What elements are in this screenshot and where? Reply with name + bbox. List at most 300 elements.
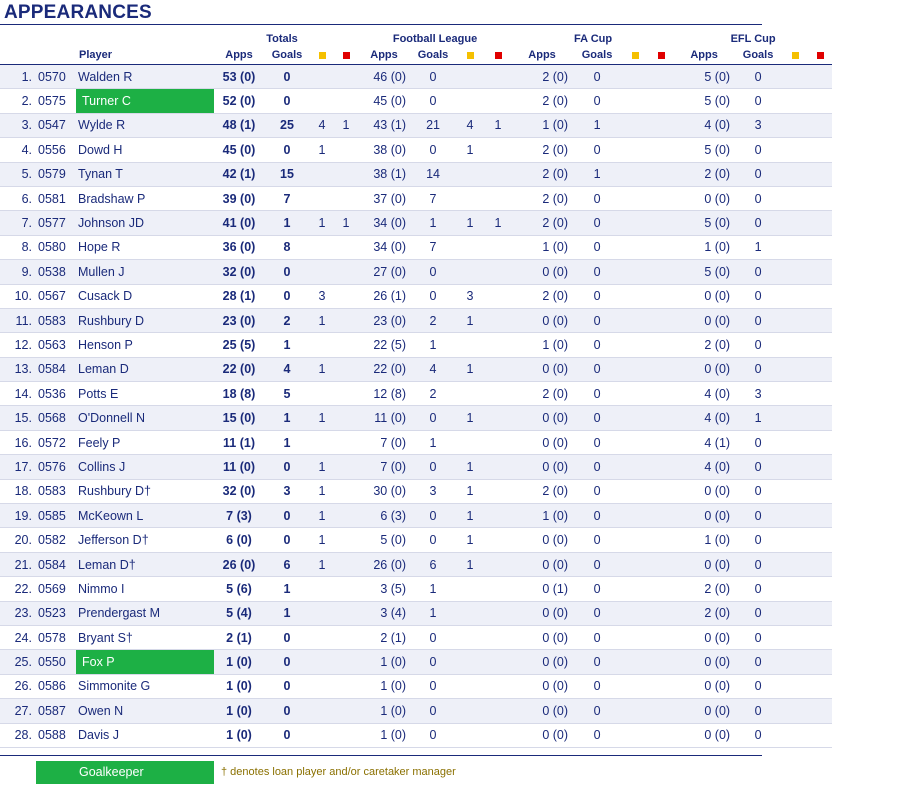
table-row: [0, 260, 832, 284]
facup-apps: 0 (0): [542, 313, 569, 328]
player-code: 0578: [38, 630, 66, 645]
eflcup-red-cards: [808, 455, 832, 479]
facup-goals: 0: [593, 728, 601, 743]
league-yellow-cards: 1: [466, 484, 474, 499]
eflcup-apps: 2 (0): [704, 167, 731, 182]
eflcup-yellow-cards: [782, 430, 808, 454]
eflcup-goals: 0: [754, 508, 762, 523]
row-number: 15.: [14, 411, 32, 426]
eflcup-apps: 4 (0): [704, 386, 731, 401]
eflcup-red-cards: [808, 577, 832, 601]
facup-goals: 0: [593, 679, 601, 694]
eflcup-goals: 0: [754, 337, 762, 352]
eflcup-goals: 0: [754, 69, 762, 84]
facup-red-cards: [648, 89, 674, 113]
totals-goals: 0: [283, 264, 291, 279]
league-yellow-cards: 1: [466, 459, 474, 474]
totals-red-cards: [334, 382, 358, 406]
facup-yellow-cards: [622, 552, 648, 576]
eflcup-goals: 1: [754, 240, 762, 255]
eflcup-apps: 5 (0): [704, 69, 731, 84]
totals-goals: 0: [283, 459, 291, 474]
league-apps: 3 (5): [380, 581, 407, 596]
league-apps: 1 (0): [380, 655, 407, 670]
totals-yellow-cards: [310, 650, 334, 674]
player-name: Leman D: [78, 362, 129, 377]
eflcup-apps: 1 (0): [704, 533, 731, 548]
facup-goals: 1: [593, 118, 601, 133]
totals-goals: 0: [283, 630, 291, 645]
totals-red-cards: [334, 235, 358, 259]
totals-red-cards: 1: [342, 216, 350, 231]
totals-red-cards: [334, 528, 358, 552]
red-card-icon: [808, 47, 832, 65]
eflcup-red-cards: [808, 357, 832, 381]
totals-yellow-cards: [310, 333, 334, 357]
facup-yellow-cards: [622, 260, 648, 284]
facup-goals: 0: [593, 459, 601, 474]
totals-yellow-cards: 1: [318, 459, 326, 474]
facup-red-cards: [648, 406, 674, 430]
eflcup-red-cards: [808, 333, 832, 357]
facup-goals: 0: [593, 606, 601, 621]
facup-red-cards: [648, 65, 674, 89]
totals-yellow-cards: [310, 382, 334, 406]
league-yellow-cards: 1: [466, 508, 474, 523]
league-apps: 34 (0): [373, 216, 407, 231]
eflcup-apps: 0 (0): [704, 655, 731, 670]
facup-apps: 0 (1): [542, 581, 569, 596]
league-apps: 26 (1): [373, 289, 407, 304]
facup-red-cards: [648, 723, 674, 747]
player-name: Bryant S†: [78, 630, 133, 645]
league-red-cards: [484, 65, 512, 89]
eflcup-goals: 0: [754, 313, 762, 328]
eflcup-goals: 0: [754, 630, 762, 645]
league-yellow-cards: [456, 601, 484, 625]
facup-apps: 2 (0): [542, 289, 569, 304]
league-apps: 38 (1): [373, 167, 407, 182]
facup-yellow-cards: [622, 382, 648, 406]
totals-red-cards: [334, 650, 358, 674]
totals-red-cards: [334, 284, 358, 308]
totals-apps: 52 (0): [222, 94, 256, 109]
eflcup-yellow-cards: [782, 382, 808, 406]
facup-goals: 0: [593, 94, 601, 109]
league-apps: 1 (0): [380, 703, 407, 718]
table-row: [0, 65, 832, 89]
facup-apps: 2 (0): [542, 94, 569, 109]
player-name: Tynan T: [78, 167, 123, 182]
league-apps: 3 (4): [380, 606, 407, 621]
row-number: 3.: [21, 118, 32, 133]
totals-yellow-cards: [310, 89, 334, 113]
totals-goals: 15: [280, 167, 294, 182]
league-goals: 1: [429, 216, 437, 231]
eflcup-apps: 0 (0): [704, 191, 731, 206]
facup-yellow-cards: [622, 333, 648, 357]
player-code: 0538: [38, 264, 66, 279]
player-name: Feely P: [78, 435, 121, 450]
player-code: 0585: [38, 508, 66, 523]
league-red-cards: [484, 650, 512, 674]
league-apps: 46 (0): [373, 69, 407, 84]
table-row: [0, 186, 832, 210]
totals-red-cards: [334, 357, 358, 381]
red-card-icon: [334, 47, 358, 65]
totals-yellow-cards: 3: [318, 289, 326, 304]
facup-goals: 0: [593, 411, 601, 426]
row-number: 5.: [21, 167, 32, 182]
league-red-cards: [484, 577, 512, 601]
totals-apps: 1 (0): [226, 655, 252, 670]
eflcup-red-cards: [808, 430, 832, 454]
facup-yellow-cards: [622, 455, 648, 479]
eflcup-red-cards: [808, 235, 832, 259]
eflcup-apps: 4 (1): [704, 435, 731, 450]
facup-apps: 1 (0): [542, 508, 569, 523]
eflcup-red-cards: [808, 650, 832, 674]
league-red-cards: [484, 504, 512, 528]
row-number: 14.: [14, 386, 32, 401]
player-rows: [0, 65, 832, 748]
player-name: Johnson JD: [78, 216, 145, 231]
eflcup-yellow-cards: [782, 308, 808, 332]
facup-yellow-cards: [622, 89, 648, 113]
eflcup-red-cards: [808, 162, 832, 186]
eflcup-apps: 0 (0): [704, 703, 731, 718]
league-goals: 1: [429, 435, 437, 450]
facup-goals: 0: [593, 216, 601, 231]
facup-red-cards: [648, 552, 674, 576]
facup-red-cards: [648, 235, 674, 259]
eflcup-goals: 0: [754, 533, 762, 548]
player-code: 0550: [38, 655, 66, 670]
league-red-cards: [484, 479, 512, 503]
facup-apps: 1 (0): [542, 337, 569, 352]
row-number: 27.: [14, 703, 32, 718]
eflcup-apps: 4 (0): [704, 459, 731, 474]
player-name: Rushbury D†: [78, 484, 151, 499]
facup-goals: 0: [593, 435, 601, 450]
league-goals: 1: [429, 337, 437, 352]
facup-apps: 0 (0): [542, 655, 569, 670]
facup-yellow-cards: [622, 430, 648, 454]
facup-red-cards: [648, 625, 674, 649]
eflcup-yellow-cards: [782, 650, 808, 674]
eflcup-red-cards: [808, 504, 832, 528]
eflcup-apps: 0 (0): [704, 362, 731, 377]
player-name: Walden R: [78, 69, 133, 84]
eflcup-apps: 0 (0): [704, 679, 731, 694]
player-code: 0586: [38, 679, 66, 694]
player-name: Mullen J: [78, 264, 125, 279]
totals-apps: 11 (0): [223, 459, 255, 474]
league-yellow-cards: [456, 235, 484, 259]
league-goals: 7: [429, 240, 437, 255]
player-name: Owen N: [78, 703, 124, 718]
league-apps: 22 (5): [373, 337, 407, 352]
facup-apps: 0 (0): [542, 606, 569, 621]
totals-apps: 15 (0): [222, 411, 256, 426]
facup-red-cards: [648, 162, 674, 186]
totals-yellow-cards: 1: [318, 411, 326, 426]
league-red-cards: [484, 284, 512, 308]
row-number: 8.: [21, 240, 32, 255]
table-row: [0, 235, 832, 259]
league-goals: 2: [429, 313, 437, 328]
player-code: 0556: [38, 142, 66, 157]
facup-yellow-cards: [622, 235, 648, 259]
eflcup-apps: 5 (0): [704, 264, 731, 279]
totals-goals: 0: [283, 679, 291, 694]
league-apps: 43 (1): [373, 118, 407, 133]
totals-red-cards: [334, 65, 358, 89]
eflcup-yellow-cards: [782, 357, 808, 381]
totals-apps: 23 (0): [222, 313, 256, 328]
facup-apps: 2 (0): [542, 69, 569, 84]
player-name: O'Donnell N: [78, 411, 145, 426]
facup-apps: 0 (0): [542, 728, 569, 743]
league-yellow-cards: 1: [466, 216, 474, 231]
league-yellow-cards: [456, 699, 484, 723]
player-code: 0563: [38, 337, 66, 352]
league-red-cards: [484, 406, 512, 430]
league-yellow-cards: 1: [466, 313, 474, 328]
yellow-card-icon: [310, 47, 334, 65]
eflcup-red-cards: [808, 260, 832, 284]
totals-goals: 25: [280, 118, 294, 133]
facup-yellow-cards: [622, 357, 648, 381]
totals-yellow-cards: 1: [318, 557, 326, 572]
facup-apps: 0 (0): [542, 459, 569, 474]
header-league-apps: Apps: [370, 49, 398, 61]
league-apps: 45 (0): [373, 94, 407, 109]
facup-red-cards: [648, 260, 674, 284]
facup-apps: 2 (0): [542, 484, 569, 499]
player-name: Davis J: [78, 728, 119, 743]
league-yellow-cards: 1: [466, 557, 474, 572]
yellow-card-icon: [622, 47, 648, 65]
eflcup-goals: 0: [754, 94, 762, 109]
totals-goals: 0: [283, 533, 291, 548]
eflcup-goals: 0: [754, 655, 762, 670]
table-row: [0, 284, 832, 308]
league-yellow-cards: 4: [466, 118, 474, 133]
table-row: [0, 674, 832, 698]
facup-apps: 1 (0): [542, 240, 569, 255]
league-yellow-cards: [456, 65, 484, 89]
facup-goals: 0: [593, 191, 601, 206]
loan-note: † denotes loan player and/or caretaker manager: [221, 766, 456, 778]
totals-yellow-cards: 1: [318, 508, 326, 523]
league-yellow-cards: 1: [466, 411, 474, 426]
row-number: 26.: [14, 679, 32, 694]
totals-red-cards: [334, 577, 358, 601]
table-row: [0, 552, 832, 576]
totals-apps: 36 (0): [222, 240, 256, 255]
totals-goals: 1: [283, 216, 291, 231]
player-name: Simmonite G: [78, 679, 151, 694]
facup-red-cards: [648, 699, 674, 723]
facup-yellow-cards: [622, 650, 648, 674]
totals-apps: 28 (1): [222, 289, 256, 304]
eflcup-apps: 2 (0): [704, 606, 731, 621]
facup-apps: 2 (0): [542, 216, 569, 231]
player-code: 0536: [38, 386, 66, 401]
totals-goals: 6: [283, 557, 291, 572]
league-goals: 0: [429, 679, 437, 694]
league-apps: 12 (8): [373, 386, 407, 401]
facup-apps: 1 (0): [542, 118, 569, 133]
totals-goals: 5: [283, 386, 291, 401]
eflcup-red-cards: [808, 674, 832, 698]
totals-red-cards: [334, 186, 358, 210]
facup-red-cards: [648, 528, 674, 552]
row-number: 2.: [21, 94, 32, 109]
player-code: 0584: [38, 557, 66, 572]
league-red-cards: [484, 186, 512, 210]
facup-goals: 0: [593, 142, 601, 157]
league-goals: 0: [429, 411, 437, 426]
league-yellow-cards: [456, 162, 484, 186]
eflcup-yellow-cards: [782, 260, 808, 284]
totals-red-cards: [334, 723, 358, 747]
eflcup-red-cards: [808, 65, 832, 89]
player-code: 0547: [38, 118, 66, 133]
league-goals: 0: [429, 703, 437, 718]
league-yellow-cards: 1: [466, 362, 474, 377]
league-goals: 0: [429, 69, 437, 84]
red-card-icon: [648, 47, 674, 65]
eflcup-red-cards: [808, 138, 832, 162]
header-totals: Totals: [266, 33, 298, 45]
league-red-cards: [484, 162, 512, 186]
totals-apps: 48 (1): [222, 118, 256, 133]
table-row: [0, 162, 832, 186]
facup-yellow-cards: [622, 479, 648, 503]
facup-yellow-cards: [622, 138, 648, 162]
header-efl-cup: EFL Cup: [730, 33, 776, 45]
league-yellow-cards: 1: [466, 142, 474, 157]
league-red-cards: [484, 357, 512, 381]
league-red-cards: [484, 528, 512, 552]
league-red-cards: [484, 601, 512, 625]
totals-apps: 39 (0): [222, 191, 256, 206]
league-red-cards: [484, 455, 512, 479]
league-yellow-cards: [456, 260, 484, 284]
facup-yellow-cards: [622, 674, 648, 698]
facup-red-cards: [648, 357, 674, 381]
player-name: Dowd H: [78, 142, 123, 157]
eflcup-apps: 0 (0): [704, 289, 731, 304]
league-apps: 38 (0): [373, 142, 407, 157]
table-row: [0, 406, 832, 430]
league-yellow-cards: [456, 723, 484, 747]
totals-red-cards: [334, 406, 358, 430]
player-code: 0569: [38, 581, 66, 596]
league-goals: 0: [429, 94, 437, 109]
eflcup-apps: 4 (0): [704, 118, 731, 133]
league-apps: 22 (0): [373, 362, 407, 377]
league-yellow-cards: [456, 89, 484, 113]
league-apps: 1 (0): [380, 679, 407, 694]
eflcup-yellow-cards: [782, 65, 808, 89]
totals-yellow-cards: [310, 162, 334, 186]
totals-red-cards: [334, 479, 358, 503]
footer-divider: [0, 755, 762, 756]
table-row: [0, 89, 832, 113]
eflcup-apps: 0 (0): [704, 557, 731, 572]
eflcup-yellow-cards: [782, 504, 808, 528]
eflcup-yellow-cards: [782, 479, 808, 503]
totals-yellow-cards: [310, 723, 334, 747]
header-football-league: Football League: [392, 33, 478, 45]
table-row: [0, 528, 832, 552]
facup-apps: 0 (0): [542, 557, 569, 572]
totals-goals: 0: [283, 508, 291, 523]
totals-apps: 2 (1): [226, 630, 252, 645]
league-red-cards: [484, 235, 512, 259]
player-code: 0567: [38, 289, 66, 304]
facup-yellow-cards: [622, 162, 648, 186]
player-name: Jefferson D†: [78, 533, 149, 548]
player-code: 0581: [38, 191, 66, 206]
totals-yellow-cards: [310, 430, 334, 454]
eflcup-yellow-cards: [782, 577, 808, 601]
eflcup-goals: 0: [754, 703, 762, 718]
table-row: [0, 430, 832, 454]
eflcup-apps: 0 (0): [704, 630, 731, 645]
facup-goals: 0: [593, 630, 601, 645]
facup-apps: 2 (0): [542, 142, 569, 157]
eflcup-yellow-cards: [782, 113, 808, 137]
player-code: 0579: [38, 167, 66, 182]
totals-goals: 0: [283, 728, 291, 743]
facup-goals: 1: [593, 167, 601, 182]
league-apps: 2 (1): [380, 630, 407, 645]
facup-red-cards: [648, 284, 674, 308]
totals-goals: 1: [283, 435, 291, 450]
row-number: 10.: [14, 289, 32, 304]
totals-yellow-cards: [310, 577, 334, 601]
eflcup-apps: 2 (0): [704, 337, 731, 352]
table-row: [0, 308, 832, 332]
player-code: 0588: [38, 728, 66, 743]
eflcup-goals: 0: [754, 289, 762, 304]
eflcup-red-cards: [808, 186, 832, 210]
league-red-cards: [484, 308, 512, 332]
totals-apps: 1 (0): [226, 728, 252, 743]
facup-yellow-cards: [622, 699, 648, 723]
row-number: 9.: [21, 264, 32, 279]
eflcup-apps: 5 (0): [704, 216, 731, 231]
row-number: 18.: [14, 484, 32, 499]
totals-yellow-cards: 4: [318, 118, 326, 133]
row-number: 28.: [14, 728, 32, 743]
table-row: [0, 211, 832, 235]
eflcup-apps: 5 (0): [704, 94, 731, 109]
player-name: Nimmo I: [78, 581, 125, 596]
table-row: [0, 113, 832, 137]
player-name: Henson P: [78, 337, 133, 352]
player-name: Bradshaw P: [78, 191, 146, 206]
totals-red-cards: [334, 625, 358, 649]
league-apps: 7 (0): [380, 435, 407, 450]
eflcup-goals: 0: [754, 191, 762, 206]
league-red-cards: [484, 674, 512, 698]
eflcup-yellow-cards: [782, 455, 808, 479]
